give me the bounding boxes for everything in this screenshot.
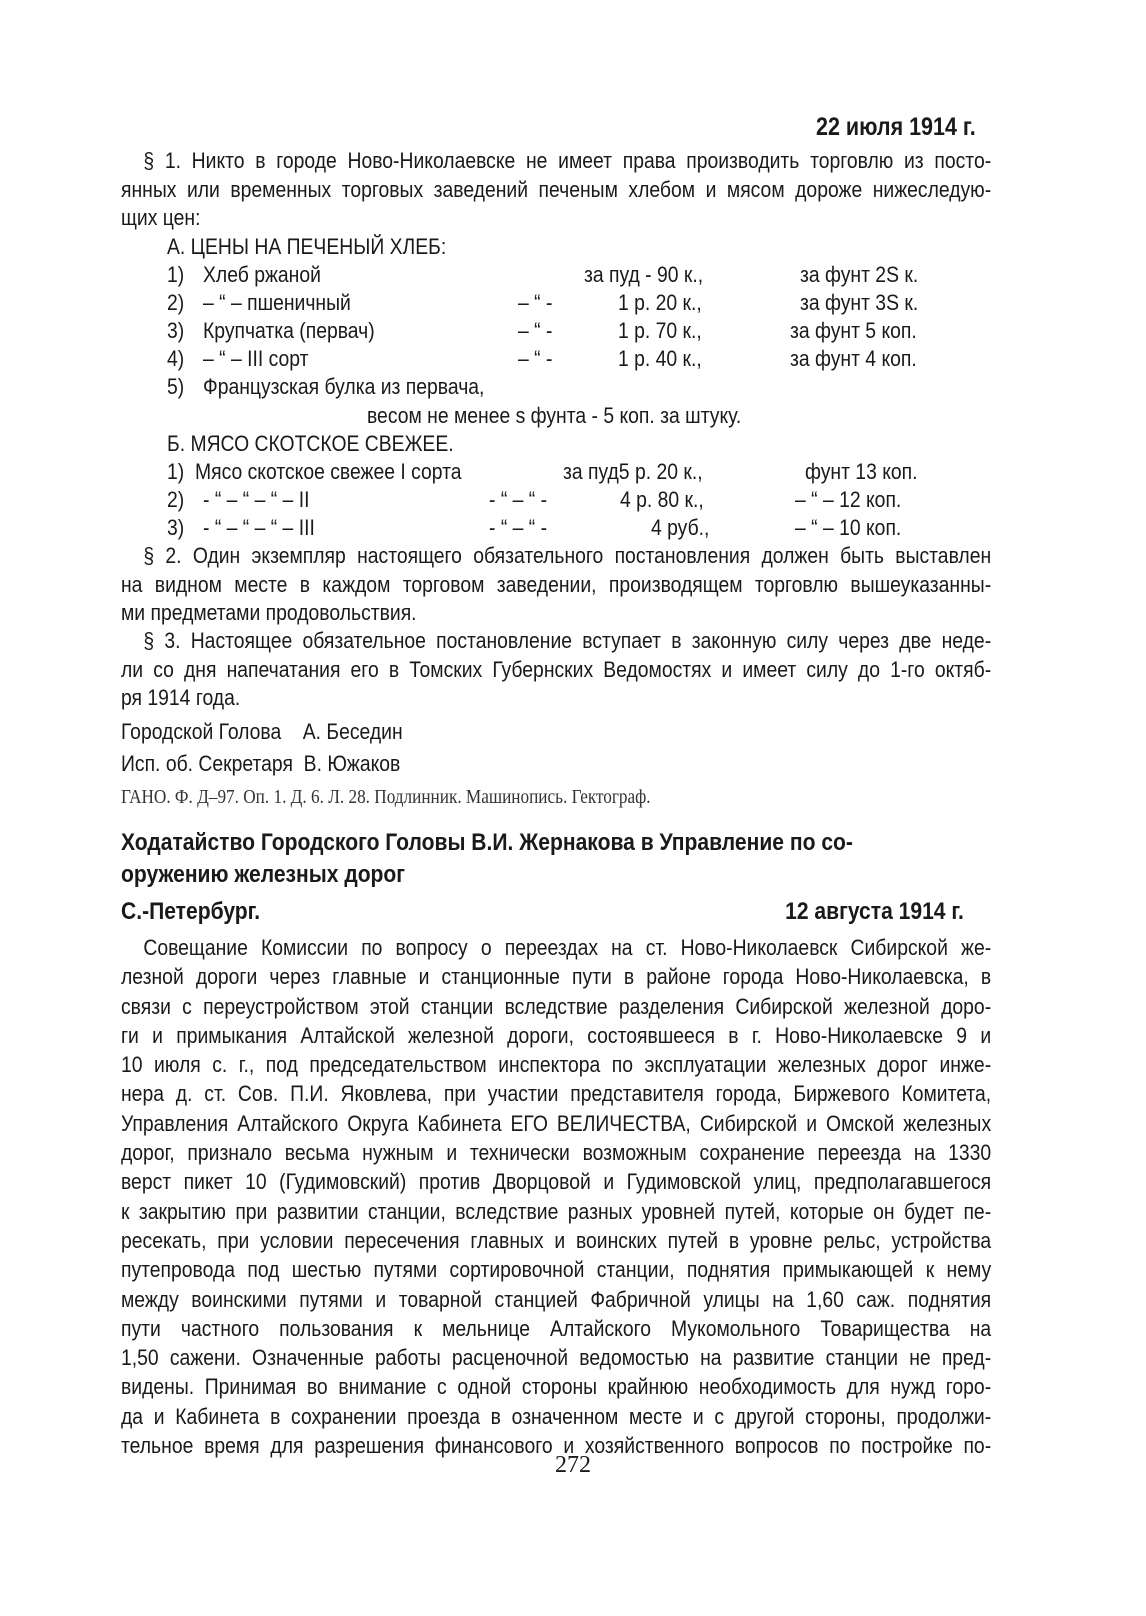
paragraph-line: ря 1914 года.: [121, 685, 241, 711]
body-line: 10 июля с. г., под председательством инспектора по эксплуатации железных дорог инже-: [121, 1052, 992, 1078]
archive-reference: ГАНО. Ф. Д–97. Оп. 1. Д. 6. Л. 28. Подлинник. Машинопись. Гектограф.: [121, 786, 651, 808]
document-place: С.-Петербург.: [121, 898, 261, 925]
paragraph-1: [121, 147, 991, 233]
paragraph-line: ми предметами продовольствия.: [121, 600, 417, 626]
body-text: [121, 933, 991, 1460]
document-date: 22 июля 1914 г.: [816, 113, 976, 141]
body-line: видены. Принимая во внимание с одной стороны крайнюю необходимость для нужд горо-: [121, 1374, 992, 1400]
body-line: Совещание Комиссии по вопросу о переездах на ст. Ново-Николаевск Сибирской же-: [143, 935, 992, 960]
body-line: к закрытию при развитии станции, вследствие разных уровней путей, которые он будет пе-: [121, 1198, 992, 1224]
body-line: Управления Алтайского Округа Кабинета ЕГО ВЕЛИЧЕСТВА, Сибирской и Омской железных: [121, 1110, 992, 1136]
signature-mayor: Городской Голова А. Беседин: [121, 719, 403, 744]
body-line: лезной дороги через главные и станционные пути в районе города Ново-Николаевска, в: [121, 964, 992, 990]
paragraph-line: щих цен:: [121, 205, 201, 231]
paragraph-line: янных или временных торговых заведений печеным хлебом и мясом дороже нижеследую-: [121, 176, 992, 202]
paragraph-2: [121, 542, 991, 628]
body-line: 1,50 сажени. Означенные работы расценочной ведомостью на развитие станции не пред-: [121, 1345, 992, 1371]
body-line: да и Кабинета в сохранении проезда в означенном месте и с другой стороны, продолжи-: [121, 1403, 992, 1429]
paragraph-3: [121, 627, 991, 713]
body-line: ги и примыкания Алтайской железной дороги, состоявшееся в г. Ново-Николаевске 9 и: [121, 1022, 992, 1048]
body-line: путепровода под шестью путями сортировочной станции, поднятия примыкающей к нему: [121, 1257, 992, 1283]
signature-secretary: Исп. об. Секретаря В. Южаков: [121, 751, 401, 776]
document-page: 22 июля 1914 г. § 1. Никто в городе Ново-Николаевске не имеет права производить торговлю из посто- янных или временных торговых заведений печеным хлебом и мясом дороже нижеследую- щих цен: А. ЦЕНЫ НА ПЕЧЕНЫЙ ХЛЕБ: 1) Хлеб ржаной за пуд - 90 к., за фунт 2S к. 2) – “ – пшеничный – “ - 1 р. 20 к., за фунт 3S к. 3) Крупчатка (первач) – “ - 1 р. 70 к., за фунт 5 коп. 4) – “ – III сорт – “ - 1 р. 40 к., за фунт 4 коп. 5) Французская булка из первача, весом не менее s фунта - 5 коп. за штуку. Б. МЯСО СКОТСКОЕ СВЕЖЕЕ. 1) Мясо скотское свежее I сорта за пуд5 р. 20 к., фунт 13 коп. 2) - “ – “ – “ – II - “ – “ - 4 р. 80 к., – “ – 12 коп. 3) - “ – “ – “ – III - “ – “ - 4 руб., – “ – 10 коп. § 2. Один экземпляр настоящего обязательного постановления должен быть выставлен на видном месте в каждом торговом заведении, производящем торговлю вышеуказанны- ми предметами продовольствия. § 3. Настоящее обязательное постановление вступает в законную силу через две неде- ли со дня напечатания его в Томских Губернских Ведомостях и имеет силу до 1-го октяб- ря 1914 года. Городской Голова А. Беседин Исп. об. Секретаря В. Южаков ГАНО. Ф. Д–97. Оп. 1. Д. 6. Л. 28. Подлинник. Машинопись. Гектограф. Ходатайство Городского Головы В.И. Жернакова в Управление по со- оружению железных дорог С.-Петербург. 12 августа 1914 г. Совещание Комиссии по вопросу о переездах на ст. Ново-Николаевск Сибирской же- лезной дороги через главные и станционные пути в районе города Ново-Николаевска, в связи с переустройством этой станции вследствие разделения Сибирской железной доро- ги и примыкания Алтайской железной дороги, состоявшееся в г. Ново-Николаевске 9 и 10 июля с. г., под председательством инспектора по эксплуатации железных дорог инже- нера д. ст. Сов. П.И. Яковлева, при участии представителя города, Биржевого Комитета, Управления Алтайского Округа Кабинета ЕГО ВЕЛИЧЕСТВА, Сибирской и Омской железных дорог, признало весьма нужным и технически возможным сохранение переезда на 1330 верст пикет 10 (Гудимовский) против Дворцовой и Гудимовской улиц, предполагавшегося к закрытию при развитии станции, вследствие разных уровней путей, которые он будет пе- ресекать, при условии пересечения главных и воинских путей в уровне рельс, устройства путепровода под шестью путями сортировочной станции, поднятия примыкающей к нему между воинскими путями и товарной станцией Фабричной улицы на 1,60 саж. поднятия пути частного пользования к мельнице Алтайского Мукомольного Товарищества на 1,50 сажени. Означенные работы расценочной ведомостью на развитие станции не пред- видены. Принимая во внимание с одной стороны крайнюю необходимость для нужд горо- да и Кабинета в сохранении проезда в означенном месте и с другой стороны, продолжи- тельное время для разрешения финансового и хозяйственного вопросов по постройке по- 272: [0, 0, 1146, 1616]
paragraph-line: ли со дня напечатания его в Томских Губернских Ведомостях и имеет силу до 1-го октяб-: [121, 656, 992, 682]
body-line: пути частного пользования к мельнице Алтайского Мукомольного Товарищества на: [121, 1315, 992, 1341]
body-line: ресекать, при условии пересечения главных и воинских путей в уровне рельс, устройства: [121, 1227, 992, 1253]
body-line: дорог, признало весьма нужным и технически возможным сохранение переезда на 1330: [121, 1140, 992, 1166]
paragraph-line: на видном месте в каждом торговом заведении, производящем торговлю вышеуказанны-: [121, 571, 992, 597]
page-number: 272: [555, 1452, 591, 1478]
body-line: нера д. ст. Сов. П.И. Яковлева, при участии представителя города, Биржевого Комитета,: [121, 1081, 992, 1107]
body-line: связи с переустройством этой станции вследствие разделения Сибирской железной доро-: [121, 993, 992, 1019]
body-line: верст пикет 10 (Гудимовский) против Дворцовой и Гудимовской улиц, предполагавшегося: [121, 1169, 992, 1195]
document-heading: Ходатайство Городского Головы В.И. Жернакова в Управление по со-: [121, 829, 853, 856]
paragraph-line: § 3. Настоящее обязательное постановление вступает в законную силу через две неде-: [143, 628, 992, 653]
document-date-2: 12 августа 1914 г.: [785, 898, 964, 925]
body-line: тельное время для разрешения финансового и хозяйственного вопросов по постройке по-: [121, 1433, 992, 1459]
document-heading: оружению железных дорог: [121, 861, 406, 888]
paragraph-line: § 2. Один экземпляр настоящего обязательного постановления должен быть выставлен: [143, 543, 992, 568]
body-line: между воинскими путями и товарной станцией Фабричной улицы на 1,60 саж. поднятия: [121, 1286, 992, 1312]
paragraph-line: § 1. Никто в городе Ново-Николаевске не имеет права производить торговлю из посто-: [143, 148, 992, 173]
